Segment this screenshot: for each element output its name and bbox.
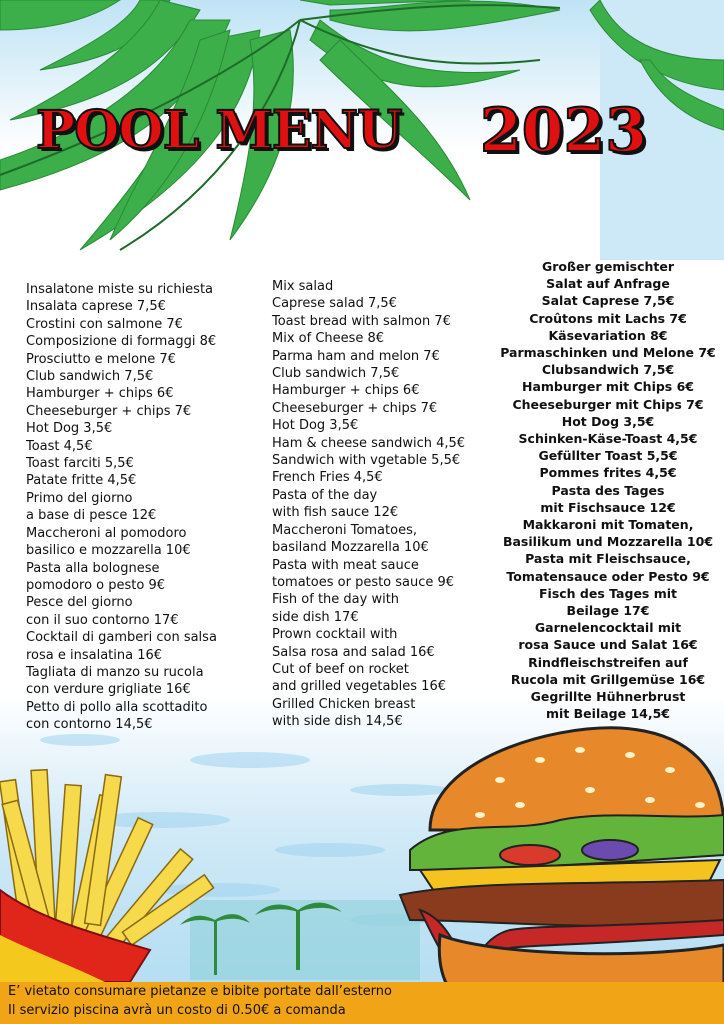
menu-item-line: con contorno 14,5€	[26, 717, 153, 733]
menu-item-line: Patate fritte 4,5€	[26, 473, 137, 489]
menu-item-line: Pasta with meat sauce	[272, 557, 419, 573]
menu-item-line: with fish sauce 12€	[272, 505, 399, 521]
menu-item-line: Crostini con salmone 7€	[26, 316, 183, 332]
menu-item-line: Grilled Chicken breast	[272, 696, 416, 712]
menu-item-line: Maccheroni al pomodoro	[26, 525, 187, 541]
menu-item-line: a base di pesce 12€	[26, 508, 157, 524]
menu-item-line: Prosciutto e melone 7€	[26, 351, 176, 367]
menu-item-line: Cut of beef on rocket	[272, 661, 409, 677]
menu-item-line: Salsa rosa and salad 16€	[272, 644, 435, 660]
menu-item-line: Beilage 17€	[566, 603, 650, 619]
menu-item-line: mit Beilage 14,5€	[546, 706, 670, 722]
menu-column-italian	[26, 281, 217, 734]
menu-item-line: Basilikum und Mozzarella 10€	[502, 534, 714, 550]
menu-item-line: Parma ham and melon 7€	[272, 348, 440, 364]
menu-item-line: Pasta mit Fleischsauce,	[525, 551, 691, 567]
menu-item-line: Croûtons mit Lachs 7€	[529, 310, 687, 326]
menu-item-line: Ham & cheese sandwich 4,5€	[272, 435, 466, 451]
menu-item-line: Salat Caprese 7,5€	[541, 293, 675, 309]
menu-item-line: Schinken-Käse-Toast 4,5€	[518, 431, 698, 447]
menu-item-line: Insalatone miste su richiesta	[26, 282, 214, 297]
menu-item-line: Cheeseburger mit Chips 7€	[512, 396, 704, 412]
menu-item-line: Garnelencocktail mit	[534, 620, 682, 636]
menu-item-line: Hot Dog 3,5€	[272, 418, 359, 434]
menu-item-line: basiland Mozzarella 10€	[272, 540, 429, 556]
menu-item-line: Großer gemischter	[541, 259, 675, 274]
menu-item-line: French Fries 4,5€	[272, 470, 383, 486]
menu-column-english	[272, 278, 465, 731]
menu-item-line: Primo del giorno	[26, 490, 133, 506]
menu-item-line: Maccheroni Tomatoes,	[272, 522, 417, 538]
burger-illustration	[390, 720, 724, 990]
menu-item-line: Tagliata di manzo su rucola	[26, 664, 204, 680]
menu-item-line: Pesce del giorno	[26, 595, 133, 611]
menu-item-line: Pasta alla bolognese	[26, 560, 160, 576]
menu-item-line: with side dish 14,5€	[272, 714, 403, 730]
menu-item-line: Sandwich with vgetable 5,5€	[272, 453, 461, 469]
menu-item-line: Composizione di formaggi 8€	[26, 334, 217, 350]
menu-item-line: Gefüllter Toast 5,5€	[538, 448, 678, 464]
menu-item-line: Käsevariation 8€	[548, 327, 668, 343]
footer-notice	[0, 982, 724, 1024]
menu-item-line: Hot Dog 3,5€	[26, 421, 113, 437]
menu-item-line: rosa e insalatina 16€	[26, 647, 163, 663]
menu-item-line: Club sandwich 7,5€	[26, 369, 154, 385]
menu-item-line: Hot Dog 3,5€	[561, 413, 655, 429]
footer-line-1: E’ vietato consumare pietanze e bibite portate dall’esterno	[8, 984, 392, 999]
menu-item-line: Rindfleischstreifen auf	[528, 654, 688, 670]
menu-item-line: Pasta of the day	[272, 487, 378, 503]
menu-item-line: Mix salad	[272, 279, 334, 294]
menu-item-line: Parmaschinken und Melone 7€	[500, 345, 716, 361]
menu-item-line: Caprese salad 7,5€	[272, 296, 397, 312]
menu-item-line: Gegrillte Hühnerbrust	[530, 689, 686, 705]
menu-item-line: Hamburger + chips 6€	[272, 383, 420, 399]
menu-item-line: side dish 17€	[272, 609, 359, 625]
menu-item-line: Clubsandwich 7,5€	[541, 362, 675, 378]
menu-item-line: Toast 4,5€	[26, 438, 93, 454]
menu-item-line: Tomatensauce oder Pesto 9€	[506, 568, 710, 584]
menu-item-line: Hamburger + chips 6€	[26, 386, 174, 402]
menu-item-line: Insalata caprese 7,5€	[26, 299, 166, 315]
menu-item-line: Petto di pollo alla scottadito	[26, 699, 208, 715]
menu-item-line: mit Fischsauce 12€	[540, 499, 676, 515]
menu-item-line: Cocktail di gamberi con salsa	[26, 630, 217, 646]
menu-item-line: basilico e mozzarella 10€	[26, 543, 191, 559]
menu-item-line: Mix of Cheese 8€	[272, 331, 385, 347]
menu-item-line: and grilled vegetables 16€	[272, 679, 446, 695]
menu-item-line: Rucola mit Grillgemüse 16€	[510, 671, 706, 687]
menu-item-line: Toast bread with salmon 7€	[272, 313, 451, 329]
menu-item-line: con verdure grigliate 16€	[26, 682, 191, 698]
menu-item-line: Pommes frites 4,5€	[539, 465, 677, 481]
menu-year: 2023	[480, 96, 647, 166]
menu-item-line: rosa Sauce und Salat 16€	[518, 637, 698, 653]
menu-item-line: con il suo contorno 17€	[26, 612, 179, 628]
menu-item-line: Toast farciti 5,5€	[26, 456, 134, 472]
menu-item-line: tomatoes or pesto sauce 9€	[272, 574, 455, 590]
menu-title: POOL MENU	[36, 100, 402, 161]
menu-item-line: Hamburger mit Chips 6€	[521, 379, 694, 395]
menu-item-line: Prown cocktail with	[272, 627, 398, 643]
menu-item-line: Fisch des Tages mit	[539, 585, 677, 601]
menu-item-line: Pasta des Tages	[551, 482, 665, 498]
footer-line-2: Il servizio piscina avrà un costo di 0.50€ a comanda	[8, 1003, 346, 1018]
french-fries-illustration	[0, 760, 230, 982]
menu-item-line: Salat auf Anfrage	[546, 276, 670, 292]
menu-item-line: Cheeseburger + chips 7€	[272, 400, 438, 416]
menu-item-line: Cheeseburger + chips 7€	[26, 403, 192, 419]
menu-column-german	[492, 258, 724, 722]
menu-item-line: pomodoro o pesto 9€	[26, 577, 166, 593]
menu-item-line: Makkaroni mit Tomaten,	[522, 517, 694, 533]
menu-item-line: Club sandwich 7,5€	[272, 366, 400, 382]
menu-item-line: Fish of the day with	[272, 592, 400, 608]
